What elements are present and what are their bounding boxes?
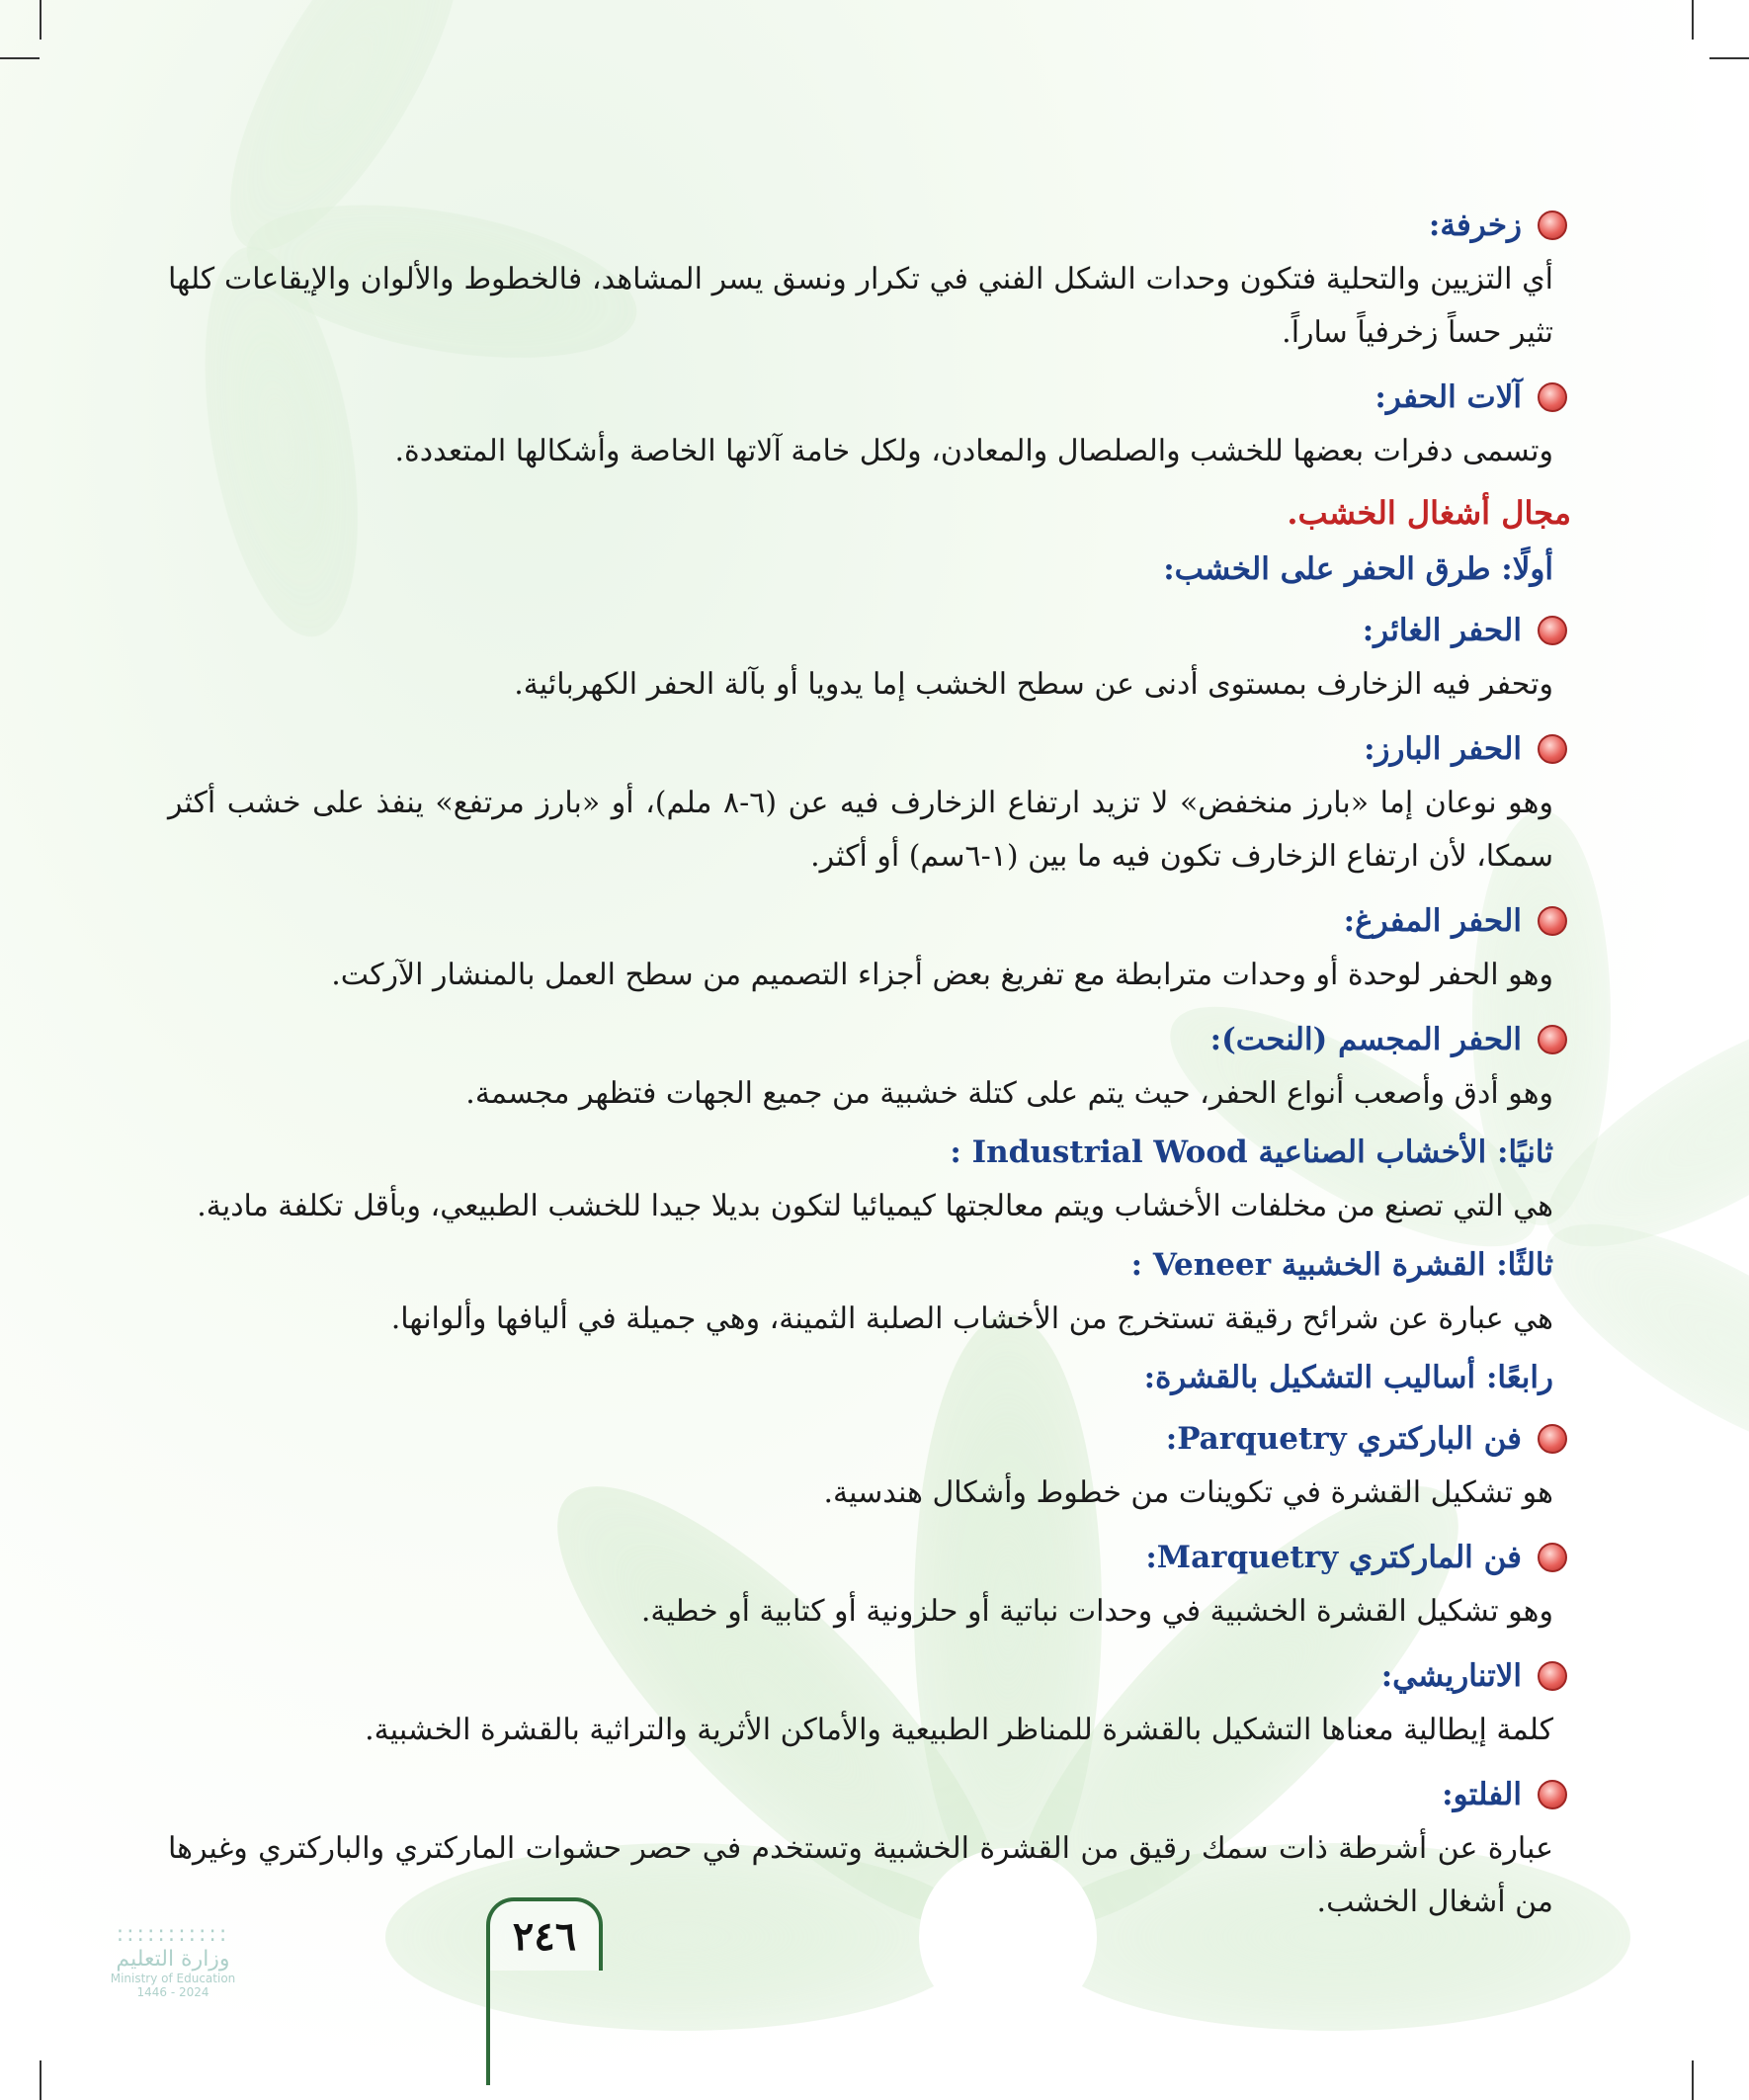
paragraph: هو تشكيل القشرة في تكوينات من خطوط وأشكال هندسية.	[823, 1475, 1553, 1510]
paragraph: وتحفر فيه الزخارف بمستوى أدنى عن سطح الخشب إما يدويا أو بآلة الحفر الكهربائية.	[514, 667, 1553, 702]
crop-mark-top-left	[40, 0, 42, 40]
bullet-heading	[168, 1016, 1571, 1063]
bullet-icon	[1538, 616, 1567, 645]
bullet-icon	[1538, 734, 1567, 764]
bullet-icon	[1538, 1780, 1567, 1809]
subsection-title: رابعًا: أساليب التشكيل بالقشرة:	[1143, 1360, 1553, 1395]
paragraph: وهو الحفر لوحدة أو وحدات مترابطة مع تفريغ بعض أجزاء التصميم من سطح العمل بالمنشار الآركت.	[331, 958, 1553, 992]
crop-mark-top-left-h	[0, 57, 40, 59]
heading-text: زخرفة:	[1428, 208, 1522, 243]
bullet-heading	[168, 1415, 1571, 1463]
subsection-title: أولًا: طرق الحفر على الخشب:	[1163, 551, 1553, 587]
subsection-title: ثانيًا: الأخشاب الصناعية Industrial Wood :	[950, 1134, 1553, 1170]
bullet-heading	[168, 1534, 1571, 1581]
heading-text: الاتناريشي:	[1380, 1658, 1522, 1694]
bullet-heading	[168, 202, 1571, 249]
bullet-icon	[1538, 1025, 1567, 1054]
heading-text: الحفر البارز:	[1364, 731, 1522, 767]
bullet-heading	[168, 897, 1571, 945]
bullet-heading	[168, 607, 1571, 654]
logo-subtitle: Ministry of Education	[110, 1972, 236, 1985]
bullet-icon	[1538, 210, 1567, 240]
paragraph: هي التي تصنع من مخلفات الأخشاب ويتم معالجتها كيميائيا لتكون بديلا جيدا للخشب الطبيعي، وبأقل تكلفة مادية.	[197, 1189, 1553, 1223]
page-number-rule	[486, 1967, 490, 2085]
logo-mark-icon: :::::::::::	[116, 1922, 230, 1947]
paragraph: وهو أدق وأصعب أنواع الحفر، حيث يتم على كتلة خشبية من جميع الجهات فتظهر مجسمة.	[465, 1076, 1553, 1111]
crop-mark-top-right-h	[1709, 57, 1749, 59]
bullet-icon	[1538, 1543, 1567, 1572]
subsection-title: ثالثًا: القشرة الخشبية Veneer :	[1130, 1247, 1553, 1283]
heading-text: فن الماركتري Marquetry:	[1145, 1540, 1522, 1575]
heading-text: آلات الحفر:	[1374, 379, 1522, 415]
logo-year: 2024 - 1446	[136, 1985, 209, 1999]
bullet-heading	[168, 374, 1571, 421]
section-title: مجال أشغال الخشب.	[1287, 494, 1571, 532]
heading-text: الحفر الغائر:	[1362, 613, 1522, 648]
crop-mark-top-right	[1692, 0, 1694, 40]
paragraph: هي عبارة عن شرائح رقيقة تستخرج من الأخشاب الصلبة الثمينة، وهي جميلة في أليافها وألوانها.	[390, 1302, 1553, 1336]
page-number: ٢٤٦	[486, 1897, 603, 1971]
heading-text: الحفر المجسم (النحت):	[1209, 1022, 1522, 1057]
paragraph: أي التزيين والتحلية فتكون وحدات الشكل الفني في تكرار ونسق يسر المشاهد، فالخطوط والألوان والإيقاعات كلها تثير حساً زخرفياً ساراً.	[168, 262, 1553, 350]
bullet-icon	[1538, 382, 1567, 412]
page-content	[168, 188, 1571, 1929]
bullet-heading	[168, 1652, 1571, 1700]
crop-mark-bottom-right	[1692, 2060, 1694, 2100]
bullet-icon	[1538, 1661, 1567, 1691]
logo-name: وزارة التعليم	[116, 1947, 230, 1972]
heading-text: فن الباركتري Parquetry:	[1165, 1421, 1522, 1457]
heading-text: الحفر المفرغ:	[1343, 903, 1522, 939]
paragraph: وهو تشكيل القشرة الخشبية في وحدات نباتية أو حلزونية أو كتابية أو خطية.	[640, 1594, 1553, 1629]
bullet-heading	[168, 1771, 1571, 1818]
paragraph: عبارة عن أشرطة ذات سمك رقيق من القشرة الخشبية وتستخدم في حصر حشوات الماركتري والباركتري وغيرها من أشغال الخشب.	[168, 1831, 1553, 1919]
bullet-icon	[1538, 1424, 1567, 1454]
bullet-icon	[1538, 906, 1567, 936]
bullet-heading	[168, 725, 1571, 773]
paragraph: وهو نوعان إما «بارز منخفض» لا تزيد ارتفاع الزخارف فيه عن (٦-٨ ملم)، أو «بارز مرتفع» ينفذ على خشب أكثر سمكا، لأن ارتفاع الزخارف تكون فيه ما بين (١-٦سم) أو أكثر.	[168, 786, 1553, 874]
crop-mark-bottom-left	[40, 2060, 42, 2100]
ministry-logo	[89, 1922, 257, 2031]
paragraph: كلمة إيطالية معناها التشكيل بالقشرة للمناظر الطبيعية والأماكن الأثرية والتراثية بالقشرة الخشبية.	[365, 1713, 1553, 1747]
paragraph: وتسمى دفرات بعضها للخشب والصلصال والمعادن، ولكل خامة آلاتها الخاصة وأشكالها المتعددة.	[394, 434, 1553, 468]
heading-text: الفلتو:	[1442, 1777, 1522, 1812]
